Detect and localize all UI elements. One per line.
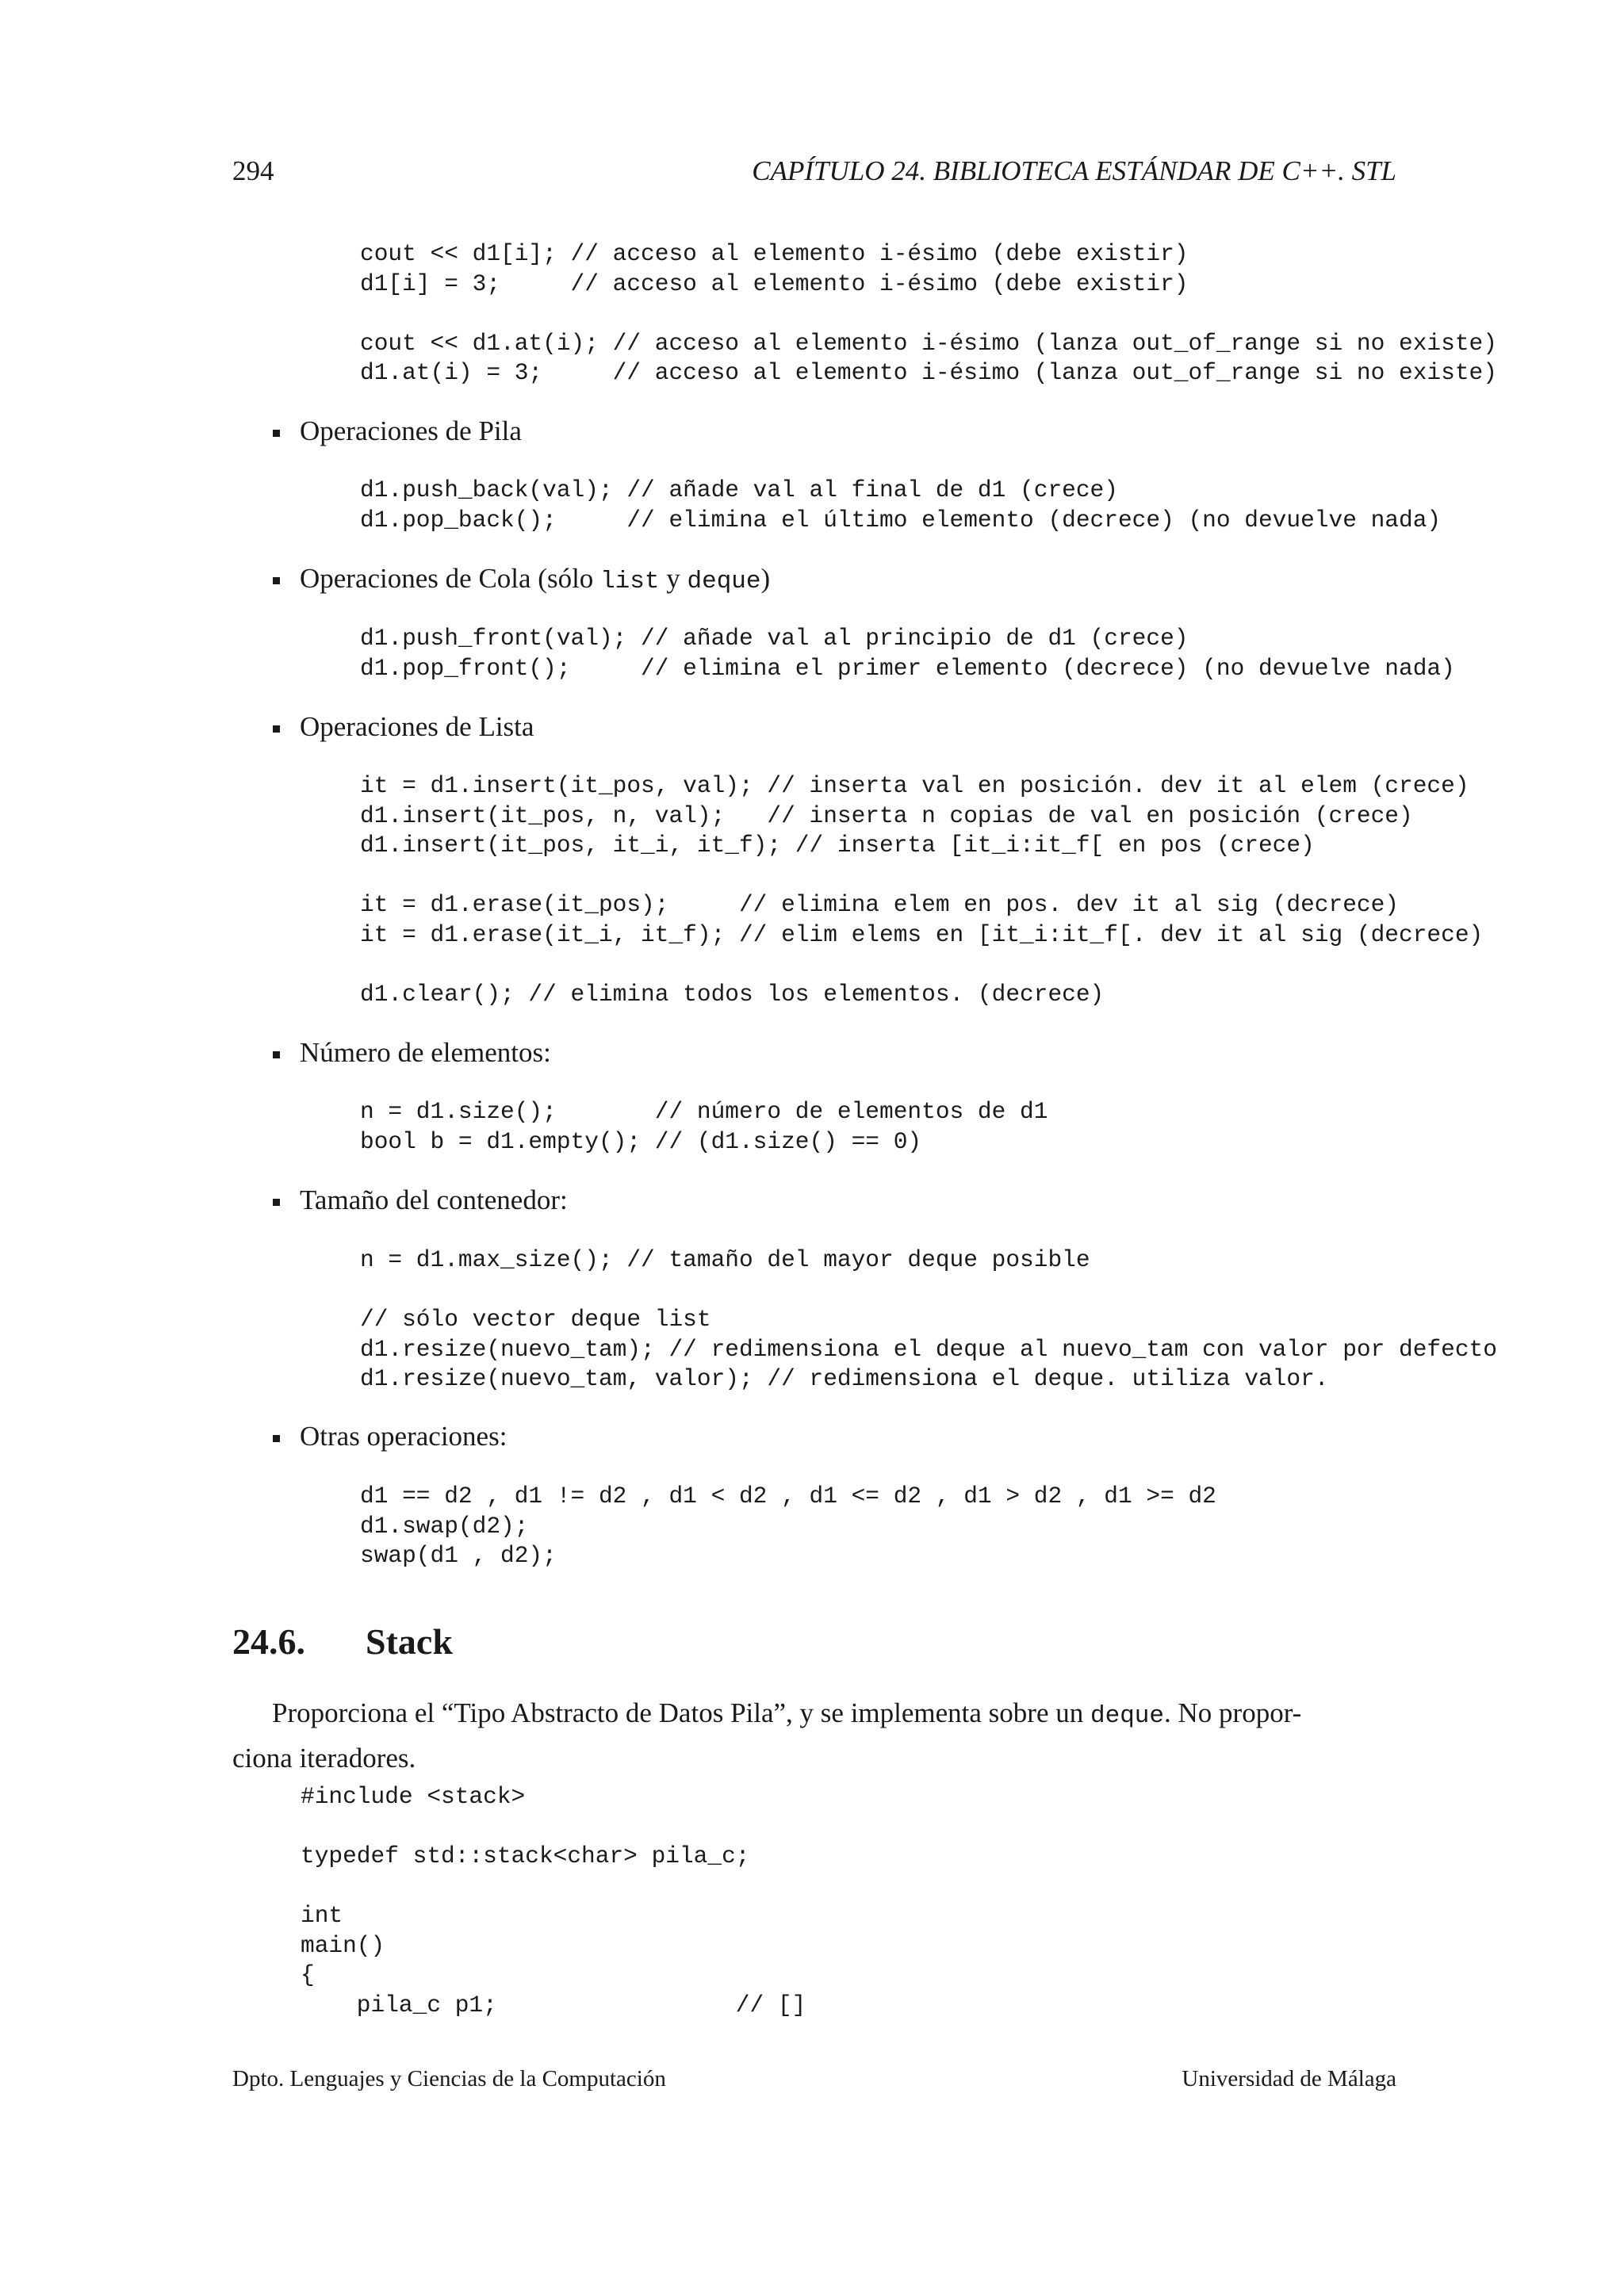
code-block-tamano bbox=[360, 1246, 1497, 1395]
code-block-stack bbox=[301, 1782, 806, 2020]
paragraph-text: Proporciona el “Tipo Abstracto de Datos Pila”, y se implementa sobre un bbox=[272, 1697, 1090, 1728]
section-heading bbox=[232, 1621, 453, 1663]
bullet-text: Otras operaciones: bbox=[300, 1421, 508, 1452]
bullet-text: Tamaño del contenedor: bbox=[300, 1184, 568, 1215]
code-line: n = d1.max_size(); // tamaño del mayor deque posible bbox=[360, 1246, 1090, 1273]
bullet-text bbox=[300, 563, 770, 595]
inline-code-deque: deque bbox=[1090, 1702, 1165, 1730]
inline-code-list: list bbox=[600, 568, 660, 595]
code-block-otras bbox=[360, 1482, 1216, 1571]
code-line bbox=[301, 1872, 806, 1902]
inline-code-deque: deque bbox=[687, 568, 761, 595]
code-line: d1.pop_front(); // elimina el primer elemento (decrece) (no devuelve nada) bbox=[360, 654, 1455, 682]
code-line: d1.insert(it_pos, n, val); // inserta n copias de val en posición (crece) bbox=[360, 802, 1413, 829]
bullet-text-part: Operaciones de Cola (sólo bbox=[300, 563, 601, 594]
code-line: it = d1.erase(it_pos); // elimina elem en pos. dev it al sig (decrece) bbox=[360, 891, 1400, 918]
bullet-text: Operaciones de Lista bbox=[300, 711, 534, 742]
code-line bbox=[360, 950, 1483, 980]
code-line: cout << d1[i]; // acceso al elemento i-ésimo (debe existir) bbox=[360, 240, 1189, 267]
code-line: it = d1.erase(it_i, it_f); // elim elems en [it_i:it_f[. dev it al sig (decrece) bbox=[360, 920, 1484, 948]
code-line: d1 == d2 , d1 != d2 , d1 < d2 , d1 <= d2 , d1 > d2 , d1 >= d2 bbox=[360, 1483, 1216, 1510]
code-line: pila_c p1; // [] bbox=[301, 1991, 806, 2019]
code-line: int bbox=[301, 1902, 343, 1929]
footer-department: Dpto. Lenguajes y Ciencias de la Computación bbox=[232, 2066, 666, 2091]
bullet-marker bbox=[273, 725, 280, 733]
bullet-marker bbox=[273, 577, 280, 584]
code-line: d1.insert(it_pos, it_i, it_f); // inserta [it_i:it_f[ en pos (crece) bbox=[360, 832, 1315, 859]
bullet-marker bbox=[273, 1435, 280, 1442]
code-block-access bbox=[360, 239, 1497, 388]
code-line: swap(d1 , d2); bbox=[360, 1542, 557, 1569]
code-line: d1.push_back(val); // añade val al final de d1 (crece) bbox=[360, 476, 1118, 503]
bullet-marker bbox=[273, 1199, 280, 1206]
bullet-text: Operaciones de Pila bbox=[300, 415, 522, 446]
code-line: d1.clear(); // elimina todos los elementos. (decrece) bbox=[360, 980, 1105, 1008]
code-line: d1.pop_back(); // elimina el último elemento (decrece) (no devuelve nada) bbox=[360, 506, 1442, 534]
code-line: main() bbox=[301, 1931, 385, 1959]
code-line: { bbox=[301, 1961, 315, 1988]
section-title: Stack bbox=[366, 1621, 453, 1662]
code-line bbox=[360, 861, 1483, 891]
code-block-lista bbox=[360, 771, 1483, 1009]
code-line: it = d1.insert(it_pos, val); // inserta val en posición. dev it al elem (crece) bbox=[360, 772, 1469, 799]
bullet-text: Número de elementos: bbox=[300, 1037, 551, 1068]
bullet-text-part: ) bbox=[760, 563, 771, 594]
bullet-marker bbox=[273, 1051, 280, 1058]
bullet-marker bbox=[273, 430, 280, 437]
code-line: d1.resize(nuevo_tam, valor); // redimensiona el deque. utiliza valor. bbox=[360, 1365, 1329, 1392]
paragraph-line: ciona iteradores. bbox=[232, 1743, 416, 1774]
stack-description-paragraph bbox=[232, 1692, 1396, 1779]
code-line: typedef std::stack<char> pila_c; bbox=[301, 1843, 750, 1869]
code-line: d1.at(i) = 3; // acceso al elemento i-ésimo (lanza out_of_range si no existe) bbox=[360, 359, 1497, 386]
bullet-text-part: y bbox=[659, 563, 688, 594]
code-line: d1[i] = 3; // acceso al elemento i-ésimo (debe existir) bbox=[360, 270, 1189, 297]
footer-university: Universidad de Málaga bbox=[1182, 2066, 1396, 2091]
code-line: bool b = d1.empty(); // (d1.size() == 0) bbox=[360, 1127, 922, 1155]
page-number: 294 bbox=[232, 155, 274, 186]
code-line: d1.push_front(val); // añade val al principio de d1 (crece) bbox=[360, 625, 1189, 652]
running-header: CAPÍTULO 24. BIBLIOTECA ESTÁNDAR DE C++. STL bbox=[752, 155, 1396, 186]
code-line bbox=[301, 1812, 806, 1843]
code-block-cola bbox=[360, 624, 1455, 683]
code-line: cout << d1.at(i); // acceso al elemento i-ésimo (lanza out_of_range si no existe) bbox=[360, 329, 1497, 357]
code-line bbox=[360, 299, 1497, 329]
code-line: d1.swap(d2); bbox=[360, 1512, 529, 1540]
code-line: #include <stack> bbox=[301, 1783, 526, 1810]
code-block-numero bbox=[360, 1097, 1048, 1157]
paragraph-text: . No propor- bbox=[1164, 1697, 1302, 1728]
code-line: n = d1.size(); // número de elementos de d1 bbox=[360, 1098, 1048, 1125]
code-line bbox=[360, 1276, 1497, 1306]
code-line: d1.resize(nuevo_tam); // redimensiona el deque al nuevo_tam con valor por defecto bbox=[360, 1335, 1497, 1363]
section-number: 24.6. bbox=[232, 1621, 305, 1662]
code-block-pila bbox=[360, 476, 1441, 535]
code-line: // sólo vector deque list bbox=[360, 1306, 711, 1333]
paragraph-line bbox=[232, 1692, 1396, 1737]
